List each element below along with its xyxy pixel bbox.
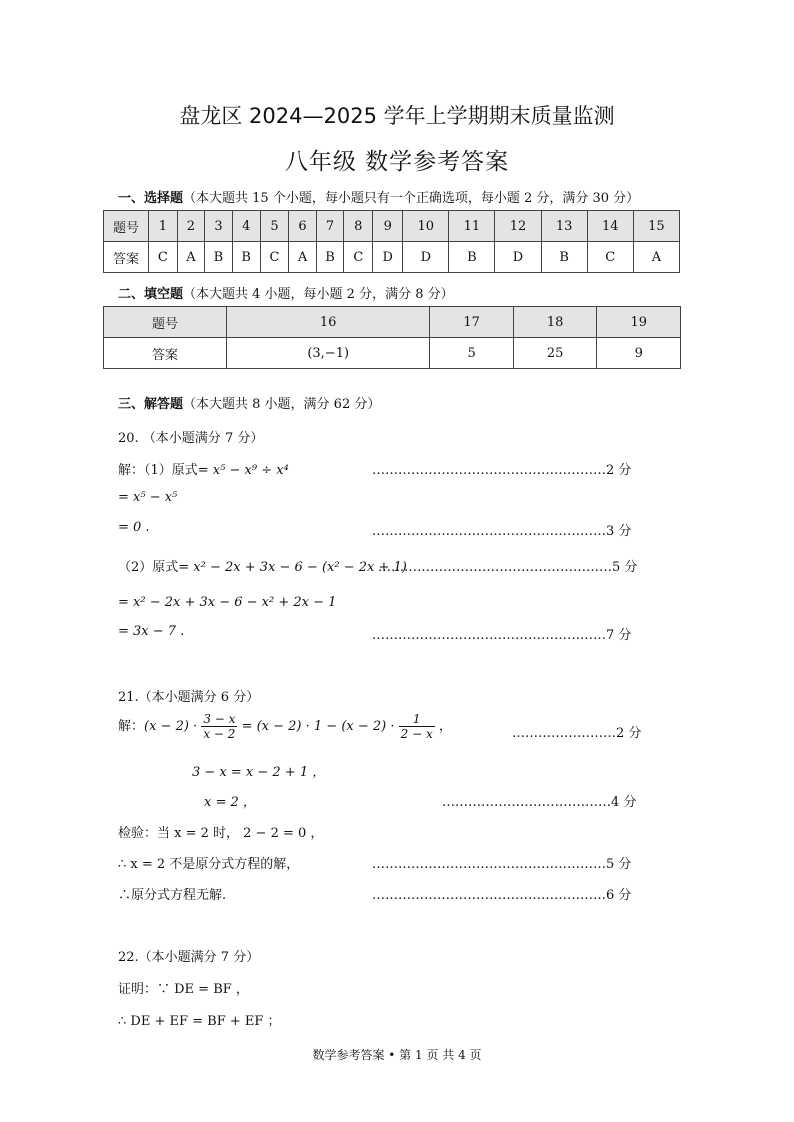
table-cell: 9 (373, 211, 403, 242)
table-cell: 16 (227, 307, 430, 338)
section-1-heading (118, 187, 639, 206)
table-row (104, 211, 680, 242)
table-cell: B (449, 242, 495, 273)
fraction-denominator: x − 2 (203, 727, 236, 741)
table-cell: 4 (232, 211, 260, 242)
q20-step-1-prefix: 解：（1）原式 (118, 463, 198, 478)
section-1-title: 一、选择题 (118, 191, 184, 206)
q21-step-1-prefix: 解： (118, 719, 145, 734)
table-cell: 14 (587, 211, 633, 242)
table-cell: C (149, 242, 178, 273)
q20-score-1: ………………………………………………2 分 (372, 463, 632, 478)
q21-step-1-a: (x − 2) · (144, 719, 198, 734)
table-row (104, 307, 681, 338)
fraction-numerator: 3 − x (203, 712, 236, 726)
q20-step-4 (118, 556, 407, 575)
table-cell: 19 (597, 307, 681, 338)
q21-step-1 (118, 712, 452, 741)
q20-step-3: = 0 . (118, 520, 150, 535)
table-cell: C (344, 242, 373, 273)
q20-step-5: = x² − 2x + 3x − 6 − x² + 2x − 1 (118, 595, 337, 610)
table-cell: 9 (597, 338, 681, 369)
q21-score-4: …………………………………4 分 (442, 795, 637, 810)
q20-score-3: ………………………………………………3 分 (372, 524, 632, 539)
q22-step-2: ∴ DE + EF = BF + EF ； (118, 1014, 281, 1029)
page-footer: 数学参考答案 • 第 1 页 共 4 页 (312, 1048, 482, 1062)
section-2-title: 二、填空题 (118, 287, 184, 302)
row-label: 答案 (104, 338, 227, 369)
table-cell: 7 (316, 211, 344, 242)
fraction (399, 712, 435, 741)
q21-step-1-b: = (x − 2) · 1 − (x − 2) · (241, 719, 395, 734)
table-cell: A (289, 242, 316, 273)
q21-step-2: 3 − x = x − 2 + 1 ， (192, 765, 326, 780)
table-cell: B (541, 242, 587, 273)
section-3-heading (118, 393, 380, 412)
q21-step-6: ∴原分式方程无解. (118, 888, 227, 903)
table-cell: C (587, 242, 633, 273)
q20-score-7: ………………………………………………7 分 (372, 628, 632, 643)
table-cell: 1 (149, 211, 178, 242)
table-cell: C (260, 242, 289, 273)
table-cell: 3 (205, 211, 233, 242)
q21-check: 检验：当 x = 2 时， 2 − 2 = 0 ， (118, 826, 324, 841)
table-cell: 10 (403, 211, 449, 242)
q21-score-6: ………………………………………………6 分 (372, 888, 632, 903)
row-label: 题号 (104, 307, 227, 338)
table-cell: 8 (344, 211, 373, 242)
table-cell: B (316, 242, 344, 273)
section-3-note: （本大题共 8 小题，满分 62 分） (183, 397, 381, 412)
table-cell: 5 (430, 338, 514, 369)
q20-step-1 (118, 459, 289, 478)
q21-score-5: ………………………………………………5 分 (372, 857, 632, 872)
table-cell: 5 (260, 211, 289, 242)
table-row (104, 242, 680, 273)
q21-score-2: ……………………2 分 (512, 726, 642, 741)
table-cell: 17 (430, 307, 514, 338)
q22-step-1: 证明：∵ DE = BF ， (118, 982, 249, 997)
q20-step-2: = x⁵ − x⁵ (118, 490, 178, 505)
table-cell: 12 (495, 211, 541, 242)
q20-step-4-math: = x² − 2x + 3x − 6 − (x² − 2x + 1) (178, 560, 407, 575)
q20-score-5: ………………………………………………5 分 (378, 560, 638, 575)
section-1-note: （本大题共 15 个小题，每小题只有一个正确选项，每小题 2 分，满分 30 分） (183, 191, 640, 206)
table-cell: A (633, 242, 679, 273)
table-cell: (3,−1) (227, 338, 430, 369)
section-2-heading (118, 283, 454, 302)
fraction (201, 712, 237, 741)
table-cell: 6 (289, 211, 316, 242)
fill-blank-answer-table (103, 306, 681, 369)
fraction-denominator: 2 − x (400, 727, 433, 741)
q21-step-3: x = 2 ， (204, 795, 256, 810)
q20-step-4-prefix: （2）原式 (118, 560, 179, 575)
table-cell: 18 (513, 307, 597, 338)
table-cell: 13 (541, 211, 587, 242)
title-line-2: 八年级 数学参考答案 (284, 149, 510, 175)
table-cell: A (177, 242, 204, 273)
table-cell: D (403, 242, 449, 273)
row-label: 答案 (104, 242, 149, 273)
table-row (104, 338, 681, 369)
fraction-numerator: 1 (399, 712, 435, 727)
title-line-1: 盘龙区 2024—2025 学年上学期期末质量监测 (179, 104, 615, 128)
table-cell: D (495, 242, 541, 273)
q20-header: 20. （本小题满分 7 分） (118, 431, 264, 446)
q21-header: 21.（本小题满分 6 分） (118, 690, 260, 705)
choice-answer-table (103, 210, 680, 273)
row-label: 题号 (104, 211, 149, 242)
q21-step-1-c: ， (438, 719, 452, 734)
q20-step-1-math: = x⁵ − x⁹ ÷ x⁴ (197, 463, 289, 478)
table-cell: 11 (449, 211, 495, 242)
q22-header: 22.（本小题满分 7 分） (118, 950, 260, 965)
table-cell: B (205, 242, 233, 273)
table-cell: B (232, 242, 260, 273)
table-cell: D (373, 242, 403, 273)
section-2-note: （本大题共 4 小题，每小题 2 分，满分 8 分） (183, 287, 454, 302)
q20-step-6: = 3x − 7 . (118, 624, 185, 639)
table-cell: 15 (633, 211, 679, 242)
table-cell: 2 (177, 211, 204, 242)
q21-step-5: ∴ x = 2 不是原分式方程的解， (118, 857, 300, 872)
table-cell: 25 (513, 338, 597, 369)
section-3-title: 三、解答题 (118, 397, 184, 412)
